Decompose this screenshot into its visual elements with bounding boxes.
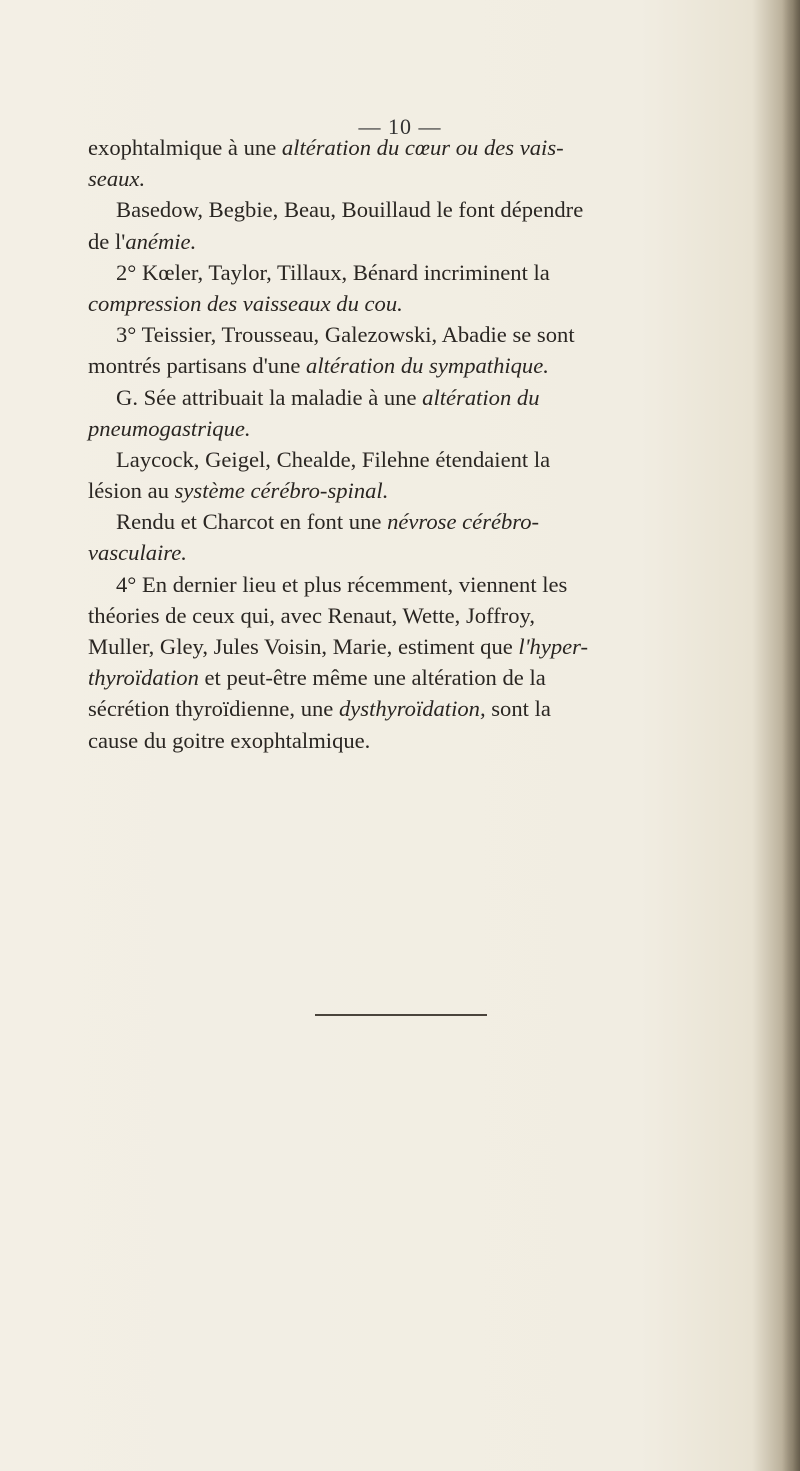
text-line [88,600,748,631]
body-text [88,132,748,756]
text-run: Basedow, Begbie, Beau, Bouillaud le font dépendre [116,197,584,223]
text-line [88,506,748,537]
text-line [88,725,748,756]
text-run-italic: vasculaire. [88,540,187,566]
text-line [88,444,748,475]
text-line [88,537,748,568]
text-run: Laycock, Geigel, Chealde, Filehne étendaient la [116,446,551,472]
text-run: de l' [88,228,126,254]
text-line [88,319,748,350]
text-line [88,662,748,693]
text-run: 2° Kœler, Taylor, Tillaux, Bénard incriminent la [116,259,550,285]
text-line [88,569,748,600]
text-line [88,631,748,662]
text-run: cause du goitre exophtalmique. [88,727,371,753]
text-run: sont la [485,696,551,722]
text-run-italic: altération du sympathique. [306,353,549,379]
text-run: Muller, Gley, Jules Voisin, Marie, estiment que [88,634,519,659]
text-run-italic: anémie. [125,228,197,254]
text-run: 4° En dernier lieu et plus récemment, viennent les [116,571,568,597]
text-line [88,257,748,288]
text-run-italic: l'hyper- [518,634,589,659]
text-run: G. Sée attribuait la maladie à une [116,384,423,410]
text-run: et peut-être même une altération de la [198,665,546,691]
text-run: Rendu et Charcot en font une [116,509,388,535]
text-run: montrés partisans d'une [88,353,307,379]
text-line [88,475,748,506]
text-run-italic: seaux. [88,166,146,192]
text-line [88,163,748,194]
text-line [88,132,748,163]
text-line [88,350,748,381]
text-run: exophtalmique à une [88,135,282,160]
text-run-italic: système cérébro-spinal. [174,478,389,504]
text-run: sécrétion thyroïdienne, une [88,696,339,722]
section-divider [315,1014,487,1016]
text-run-italic: thyroïdation [88,665,199,691]
text-line [88,226,748,257]
page-edge-shadow [782,0,800,1471]
text-line [88,288,748,319]
text-run-italic: compression des vaisseaux du cou. [88,290,403,316]
text-line [88,413,748,444]
text-line [88,194,748,225]
text-run: lésion au [88,478,175,504]
text-run: théories de ceux qui, avec Renaut, Wette, Joffroy, [88,602,535,628]
text-run-italic: altération du cœur ou des vais- [281,135,564,160]
text-run-italic: pneumogastrique. [88,415,251,441]
text-line [88,382,748,413]
text-run-italic: dysthyroïdation, [338,696,486,722]
text-run-italic: altération du [422,384,540,410]
page-number: — 10 — [358,114,442,139]
text-run-italic: névrose cérébro- [387,509,540,535]
text-line [88,693,748,724]
text-run: 3° Teissier, Trousseau, Galezowski, Abadie se sont [116,322,575,348]
